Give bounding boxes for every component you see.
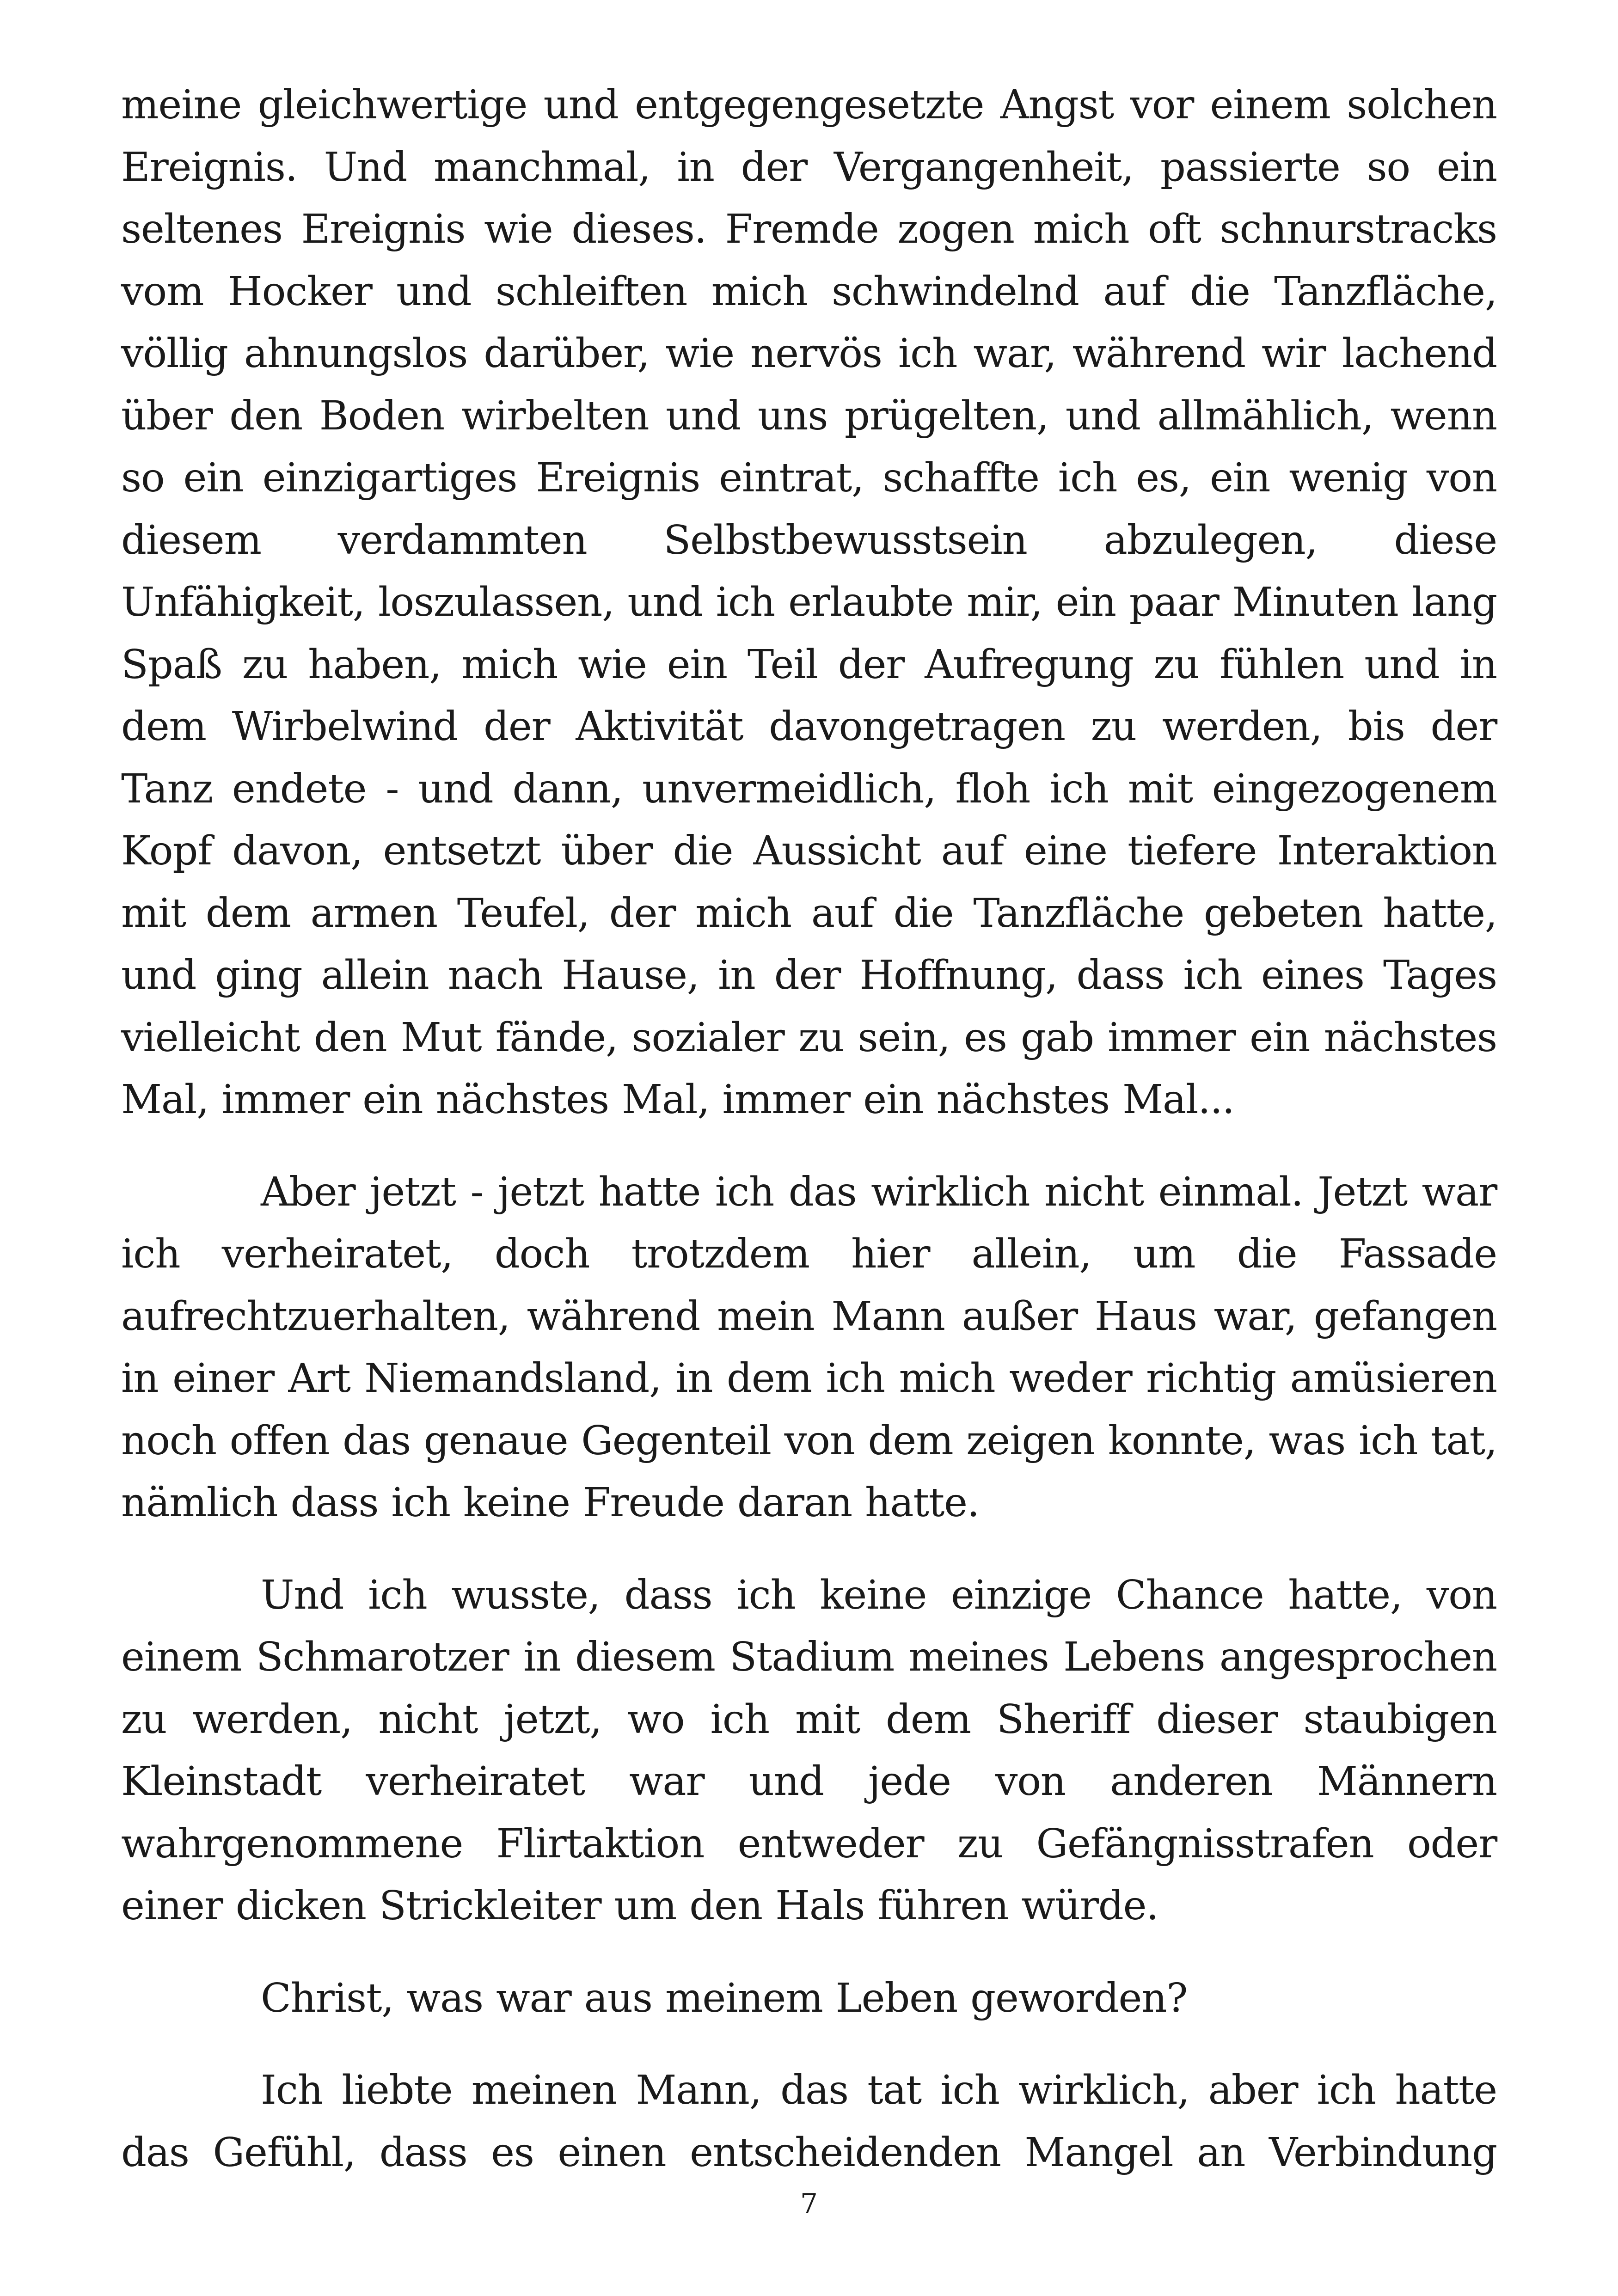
body-text <box>121 74 1497 2214</box>
paragraph-2: Aber jetzt - jetzt hatte ich das wirklich nicht einmal. Jetzt war ich verheiratet, doch trotzdem hier allein, um die Fassade aufrechtzuerhalten, während mein Mann außer Haus war, gefangen in einer Art Niemandsland, in dem ich mich weder richtig amüsieren noch offen das genaue Gegenteil von dem zeigen konnte, was ich tat, nämlich dass ich keine Freude daran hatte. <box>121 1169 1497 1526</box>
paragraph-5: Ich liebte meinen Mann, das tat ich wirklich, aber ich hatte das Gefühl, dass es einen entscheidenden Mangel an Verbindung <box>121 2067 1497 2176</box>
paragraph-3: Und ich wusste, dass ich keine einzige Chance hatte, von einem Schmarotzer in diesem Stadium meines Lebens angesprochen zu werden, nicht jetzt, wo ich mit dem Sheriff dieser staubigen Kleinstadt verheiratet war und jede von anderen Männern wahrgenommene Flirtaktion entweder zu Gefängnisstrafen oder einer dicken Strickleiter um den Hals führen würde. <box>121 1572 1497 1929</box>
paragraph-1: meine gleichwertige und entgegengesetzte Angst vor einem solchen Ereignis. Und manchmal, in der Vergangenheit, passierte so ein seltenes Ereignis wie dieses. Fremde zogen mich oft schnurstracks vom Hocker und schleiften mich schwindelnd auf die Tanzfläche, völlig ahnungslos darüber, wie nervös ich war, während wir lachend über den Boden wirbelten und uns prügelten, und allmählich, wenn so ein einzigartiges Ereignis eintrat, schaffte ich es, ein wenig von diesem verdammten Selbstbewusstsein abzulegen, diese Unfähigkeit, loszulassen, und ich erlaubte mir, ein paar Minuten lang Spaß zu haben, mich wie ein Teil der Aufregung zu fühlen und in dem Wirbelwind der Aktivität davongetragen zu werden, bis der Tanz endete - und dann, unvermeidlich, floh ich mit eingezogenem Kopf davon, entsetzt über die Aussicht auf eine tiefere Interaktion mit dem armen Teufel, der mich auf die Tanzfläche gebeten hatte, und ging allein nach Hause, in der Hoffnung, dass ich eines Tages vielleicht den Mut fände, sozialer zu sein, es gab immer ein nächstes Mal, immer ein nächstes Mal, immer ein nächstes Mal... <box>121 82 1497 1123</box>
page-number: 7 <box>800 2188 818 2220</box>
paragraph-4: Christ, was war aus meinem Leben geworden? <box>261 1975 1188 2021</box>
